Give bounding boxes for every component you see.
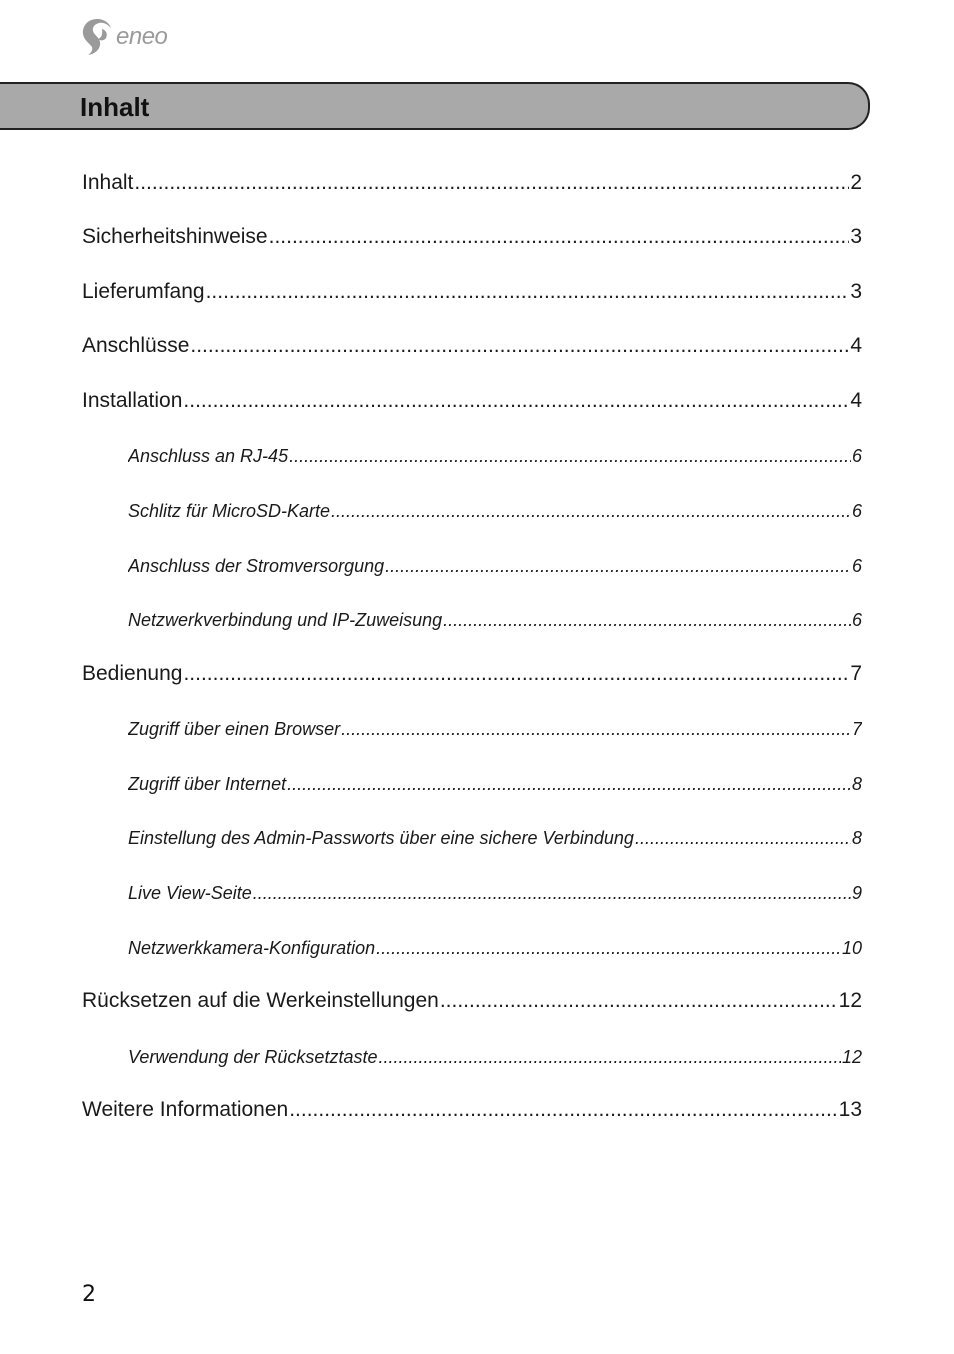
- toc-entry-title: Sicherheitshinweise: [82, 225, 268, 248]
- toc-subentry[interactable]: [128, 771, 862, 797]
- toc-subentry[interactable]: [128, 1044, 862, 1070]
- toc-entry-title: Weitere Informationen: [82, 1098, 289, 1121]
- toc-leader-dots: [378, 1044, 841, 1070]
- toc-leader-dots: [440, 986, 838, 1016]
- toc-entry-title: Netzwerkkamera-Konfiguration: [128, 938, 376, 958]
- toc-entry-title: Zugriff über einen Browser: [128, 719, 341, 739]
- toc-entry-page: 7: [850, 662, 862, 685]
- toc-subentry[interactable]: [128, 607, 862, 633]
- toc-subentry[interactable]: [128, 498, 862, 524]
- toc-entry-title: Anschlüsse: [82, 334, 190, 357]
- toc-entry[interactable]: [82, 1095, 862, 1125]
- toc-entry-title: Installation: [82, 389, 183, 412]
- toc-entry-page: 13: [838, 1098, 862, 1121]
- toc-entry-page: 12: [838, 989, 862, 1012]
- logo-wordmark: eneo: [116, 23, 168, 50]
- toc-entry-title: Anschluss an RJ-45: [128, 446, 289, 466]
- toc-leader-dots: [331, 498, 851, 524]
- toc-entry[interactable]: [82, 222, 862, 252]
- toc-entry-page: 6: [851, 610, 862, 630]
- eneo-logo: [80, 16, 167, 58]
- toc-leader-dots: [206, 277, 850, 307]
- toc-entry-title: Lieferumfang: [82, 280, 205, 303]
- toc-subentry[interactable]: [128, 880, 862, 906]
- toc-entry-page: 10: [841, 938, 862, 958]
- toc-entry[interactable]: [82, 168, 862, 198]
- toc-leader-dots: [385, 553, 851, 579]
- toc-entry[interactable]: [82, 986, 862, 1016]
- toc-entry-title: Live View-Seite: [128, 883, 252, 903]
- toc-entry-page: 7: [851, 719, 862, 739]
- toc-leader-dots: [134, 168, 849, 198]
- toc-leader-dots: [289, 1095, 837, 1125]
- toc-entry[interactable]: [82, 277, 862, 307]
- toc-entry-title: Anschluss der Stromversorgung: [128, 556, 385, 576]
- toc-entry[interactable]: [82, 331, 862, 361]
- toc-leader-dots: [253, 880, 851, 906]
- toc-leader-dots: [443, 607, 851, 633]
- toc-entry-title: Netzwerkverbindung und IP-Zuweisung: [128, 610, 443, 630]
- toc-entry-page: 3: [850, 225, 862, 248]
- toc-leader-dots: [287, 771, 851, 797]
- toc-entry-page: 4: [850, 389, 862, 412]
- toc-entry-page: 12: [841, 1047, 862, 1067]
- toc-entry-title: Bedienung: [82, 662, 183, 685]
- toc-leader-dots: [190, 331, 849, 361]
- toc-entry-page: 6: [851, 556, 862, 576]
- toc-entry-title: Rücksetzen auf die Werkeinstellungen: [82, 989, 439, 1012]
- toc-entry-page: 9: [851, 883, 862, 903]
- toc-leader-dots: [269, 222, 850, 252]
- toc-subentry[interactable]: [128, 716, 862, 742]
- toc-subentry[interactable]: [128, 935, 862, 961]
- toc-leader-dots: [183, 386, 849, 416]
- page-number: 2: [82, 1282, 96, 1307]
- toc-leader-dots: [289, 443, 851, 469]
- toc-subentry[interactable]: [128, 443, 862, 469]
- toc-subentry[interactable]: [128, 553, 862, 579]
- toc-entry-page: 8: [851, 828, 862, 848]
- toc-entry-page: 6: [851, 446, 862, 466]
- toc-entry[interactable]: [82, 659, 862, 689]
- toc-entry-page: 3: [850, 280, 862, 303]
- toc-entry-page: 2: [850, 171, 862, 194]
- toc-leader-dots: [183, 659, 849, 689]
- toc-entry-title: Schlitz für MicroSD-Karte: [128, 501, 331, 521]
- toc-leader-dots: [635, 825, 851, 851]
- toc-entry-title: Zugriff über Internet: [128, 774, 287, 794]
- toc-leader-dots: [376, 935, 841, 961]
- toc-entry-title: Einstellung des Admin-Passworts über eine sichere Verbindung: [128, 828, 634, 848]
- toc-subentry[interactable]: [128, 825, 862, 851]
- page-title: Inhalt: [80, 92, 150, 122]
- toc-entry-page: 6: [851, 501, 862, 521]
- toc-leader-dots: [341, 716, 851, 742]
- toc-entry[interactable]: [82, 386, 862, 416]
- toc-entry-page: 8: [851, 774, 862, 794]
- eneo-logo-icon: [80, 17, 114, 57]
- toc-entry-title: Verwendung der Rücksetztaste: [128, 1047, 378, 1067]
- toc-entry-title: Inhalt: [82, 171, 134, 194]
- toc-entry-page: 4: [850, 334, 862, 357]
